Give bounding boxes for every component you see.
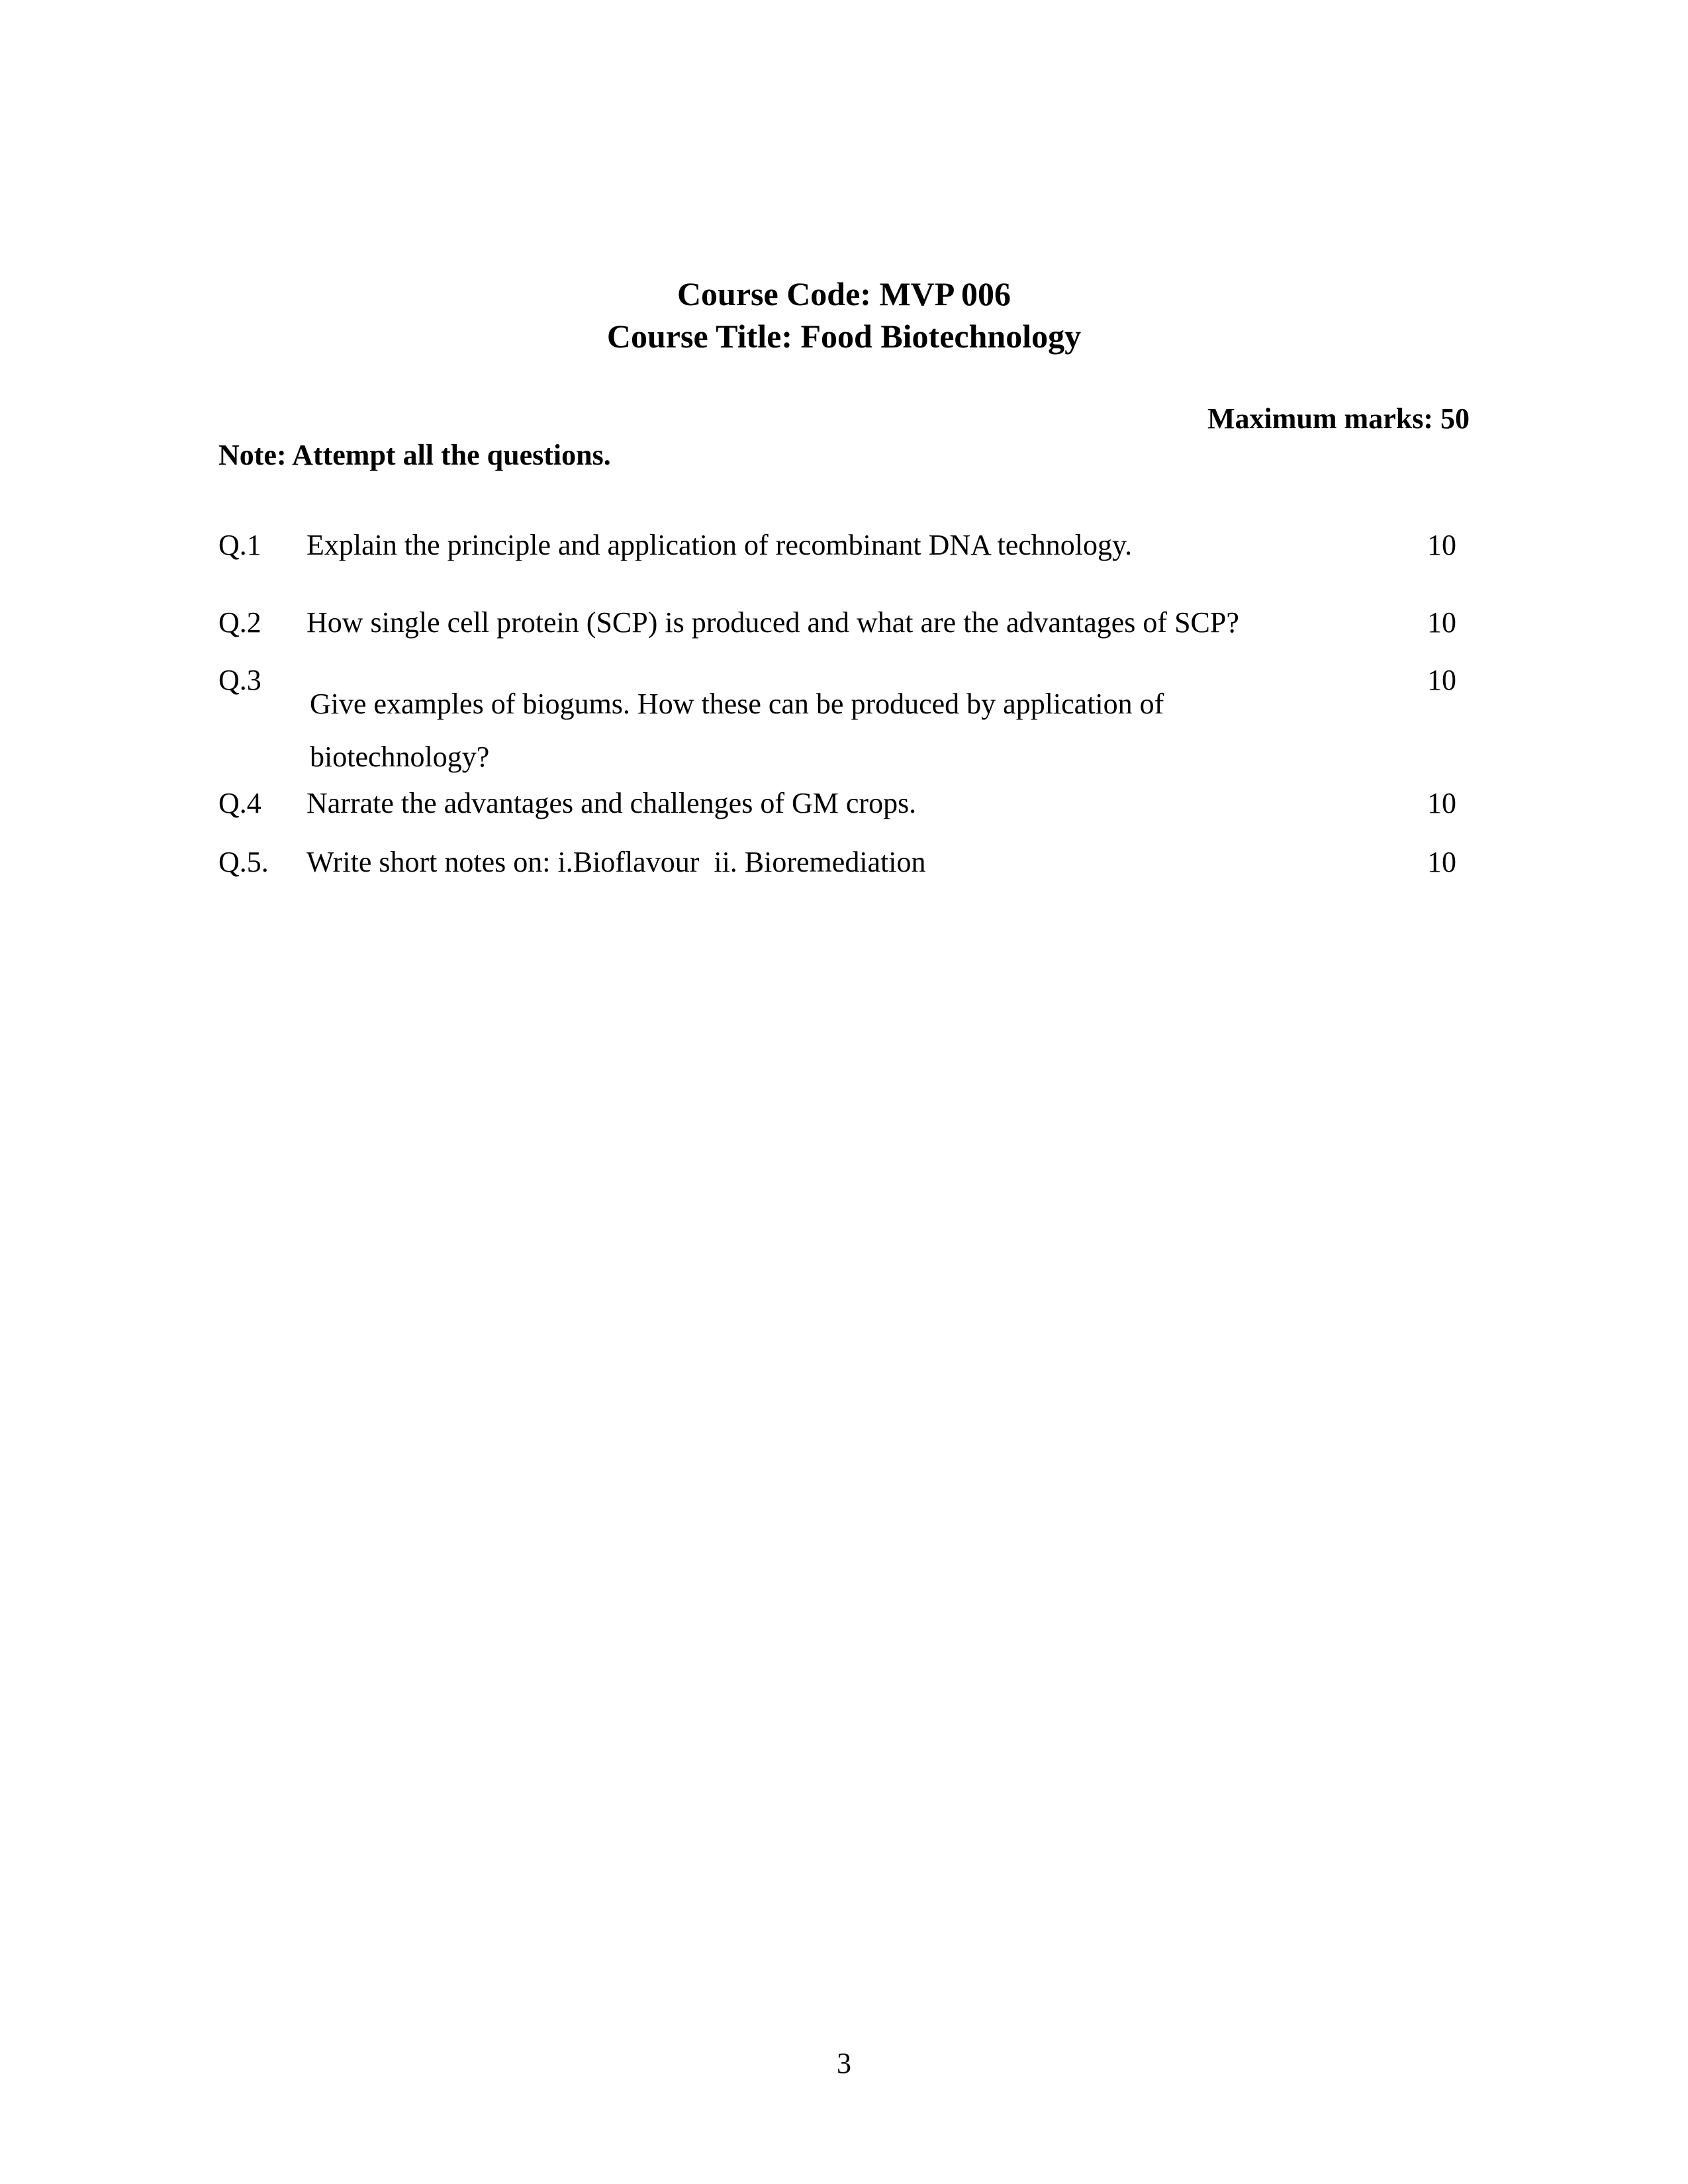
question-number: Q.2 — [218, 606, 261, 639]
question-marks: 10 — [1427, 664, 1456, 696]
question-number: Q.4 — [218, 787, 261, 819]
page-header — [0, 273, 1688, 357]
course-code: Course Code: MVP 006 — [677, 275, 1011, 312]
question-text: How single cell protein (SCP) is produced and what are the advantages of SCP? — [306, 606, 1239, 639]
question-marks: 10 — [1427, 846, 1456, 878]
question-text: Narrate the advantages and challenges of GM crops. — [306, 787, 917, 819]
question-marks: 10 — [1427, 529, 1456, 561]
course-title: Course Title: Food Biotechnology — [606, 318, 1082, 355]
question-text: Give examples of biogums. How these can be produced by application of biotechnology? — [310, 688, 1164, 773]
question-number: Q.1 — [218, 529, 261, 561]
page-number: 3 — [837, 2047, 851, 2079]
question-marks: 10 — [1427, 787, 1456, 819]
instructions-note: Note: Attempt all the questions. — [218, 439, 611, 471]
question-text: Write short notes on: i.Bioflavour ii. Bioremediation — [306, 846, 926, 878]
question-number: Q.5. — [218, 846, 269, 878]
question-marks: 10 — [1427, 606, 1456, 639]
question-text: Explain the principle and application of recombinant DNA technology. — [306, 529, 1133, 561]
maximum-marks: Maximum marks: 50 — [1207, 402, 1470, 435]
question-number: Q.3 — [218, 664, 261, 696]
